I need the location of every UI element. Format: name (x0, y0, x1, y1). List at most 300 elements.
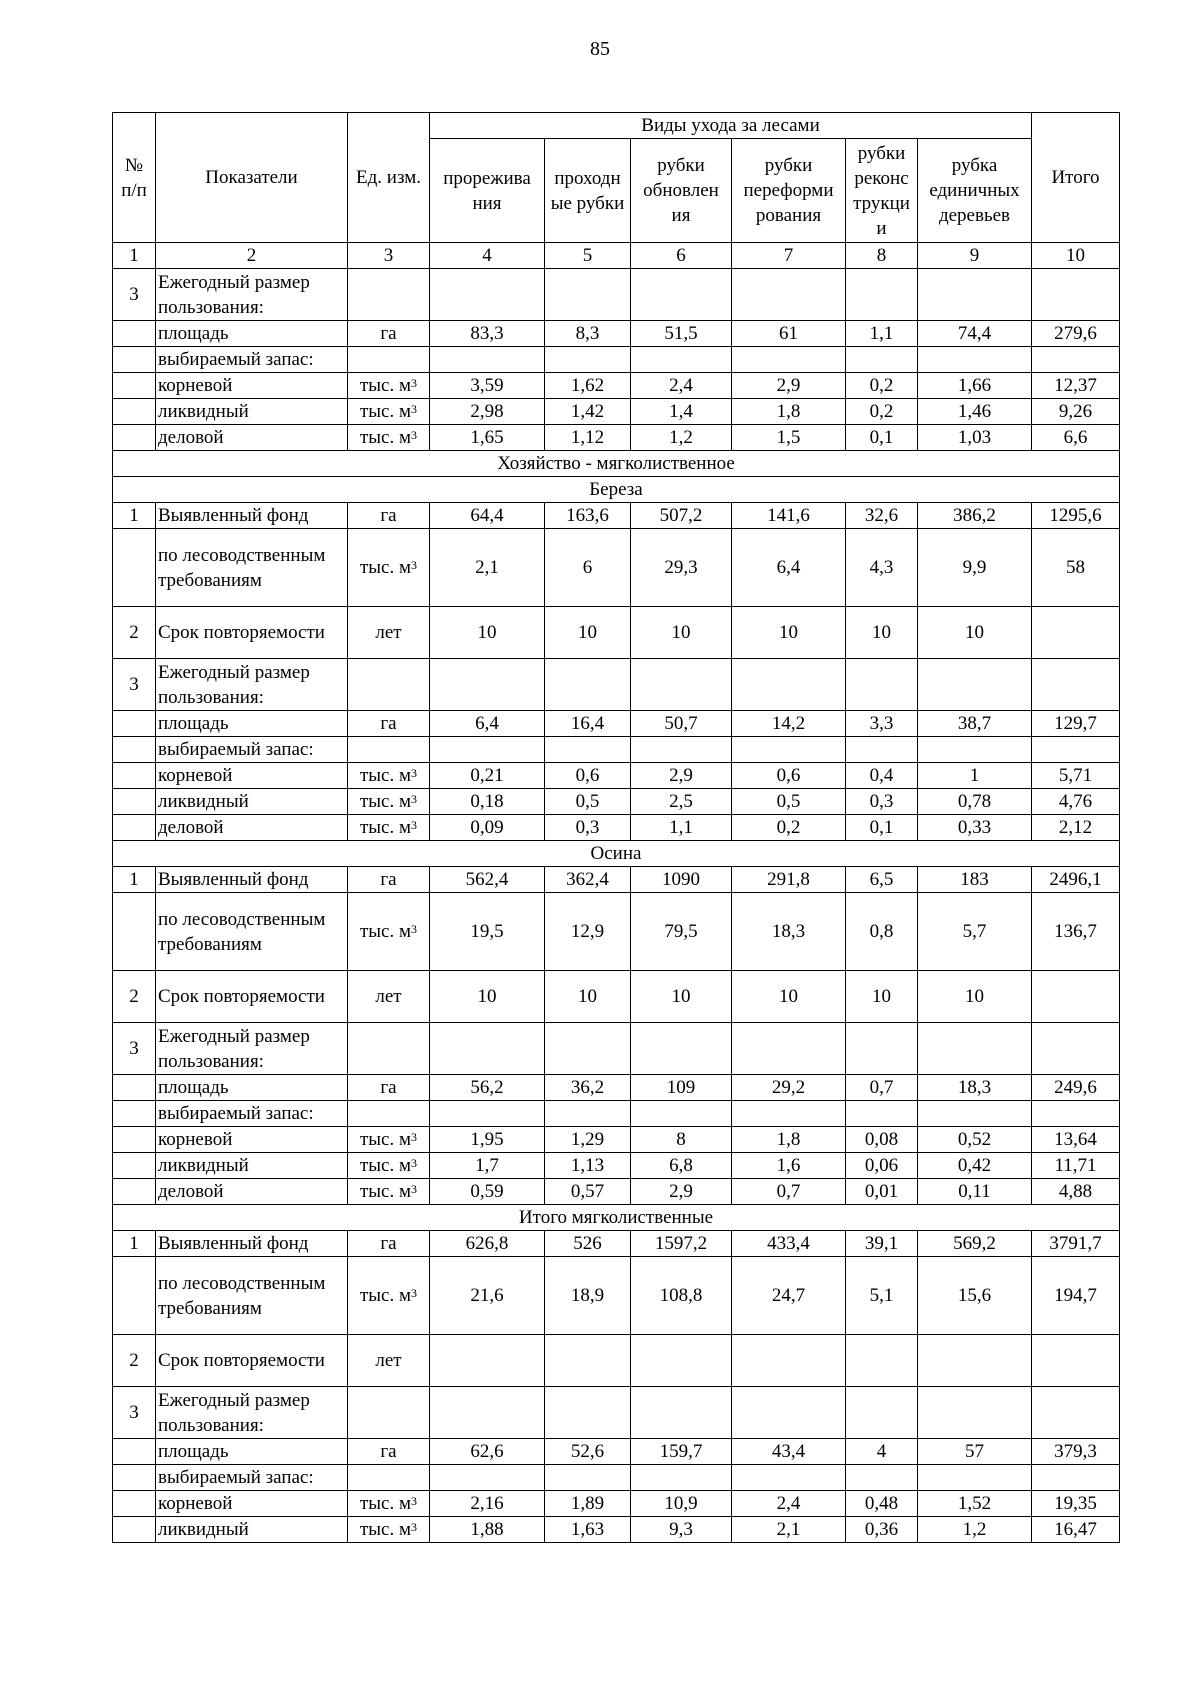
unit-superscript: 3 (411, 376, 418, 390)
value-cell: 2,9 (732, 373, 846, 399)
unit-superscript: 3 (411, 922, 418, 936)
unit-text: тыс. м (359, 557, 412, 578)
unit-superscript: 3 (411, 766, 418, 780)
value-cell (545, 1023, 631, 1075)
value-cell (846, 347, 918, 373)
header-indicators: Показатели (156, 113, 348, 243)
value-cell: 562,4 (430, 867, 545, 893)
value-cell: 1,66 (918, 373, 1032, 399)
total-value (1032, 659, 1120, 711)
table-row (113, 1465, 1120, 1491)
value-cell: 2,9 (631, 1179, 732, 1205)
unit-text: тыс. м (359, 1129, 412, 1150)
value-cell: 29,2 (732, 1075, 846, 1101)
value-cell: 1,52 (918, 1491, 1032, 1517)
table-row (113, 1517, 1120, 1543)
value-cell: 0,5 (545, 789, 631, 815)
row-number (113, 1101, 156, 1127)
row-number: 2 (113, 971, 156, 1023)
value-cell: 10 (631, 971, 732, 1023)
value-cell (631, 1335, 732, 1387)
value-cell (918, 1101, 1032, 1127)
table-row (113, 763, 1120, 789)
value-cell (732, 1335, 846, 1387)
value-cell: 50,7 (631, 711, 732, 737)
value-cell (430, 659, 545, 711)
section-row (113, 477, 1120, 503)
value-cell (846, 737, 918, 763)
total-value: 4,76 (1032, 789, 1120, 815)
unit-cell (348, 529, 430, 607)
total-value: 9,26 (1032, 399, 1120, 425)
value-cell: 15,6 (918, 1257, 1032, 1335)
column-number: 7 (732, 243, 846, 269)
total-value: 279,6 (1032, 321, 1120, 347)
value-cell: 0,1 (846, 815, 918, 841)
unit-text: га (380, 505, 397, 526)
value-cell: 19,5 (430, 893, 545, 971)
table-row (113, 373, 1120, 399)
table-row (113, 893, 1120, 971)
value-cell: 10 (918, 607, 1032, 659)
total-value: 5,71 (1032, 763, 1120, 789)
indicator-name: Срок повторяемости (156, 1335, 348, 1387)
value-cell: 569,2 (918, 1231, 1032, 1257)
table-row (113, 1101, 1120, 1127)
unit-cell (348, 789, 430, 815)
row-number (113, 1127, 156, 1153)
value-cell (545, 737, 631, 763)
total-value: 194,7 (1032, 1257, 1120, 1335)
value-cell (430, 737, 545, 763)
table-row (113, 1023, 1120, 1075)
value-cell (846, 1465, 918, 1491)
table-row (113, 425, 1120, 451)
row-number (113, 1517, 156, 1543)
indicator-name: Срок повторяемости (156, 607, 348, 659)
value-cell: 183 (918, 867, 1032, 893)
value-cell: 362,4 (545, 867, 631, 893)
value-cell (631, 347, 732, 373)
value-cell (430, 1465, 545, 1491)
row-number (113, 1465, 156, 1491)
total-value (1032, 347, 1120, 373)
value-cell: 61 (732, 321, 846, 347)
table-row (113, 1387, 1120, 1439)
value-cell: 0,2 (846, 373, 918, 399)
table-row (113, 269, 1120, 321)
value-cell: 0,48 (846, 1491, 918, 1517)
column-number: 2 (156, 243, 348, 269)
value-cell: 39,1 (846, 1231, 918, 1257)
table-row (113, 399, 1120, 425)
row-number (113, 1179, 156, 1205)
value-cell (918, 347, 1032, 373)
unit-cell (348, 1153, 430, 1179)
total-value (1032, 607, 1120, 659)
value-cell: 2,5 (631, 789, 732, 815)
value-cell: 0,7 (846, 1075, 918, 1101)
unit-cell (348, 867, 430, 893)
value-cell (545, 1465, 631, 1491)
column-number: 10 (1032, 243, 1120, 269)
section-title: Хозяйство - мягколиственное (113, 451, 1120, 477)
value-cell: 62,6 (430, 1439, 545, 1465)
value-cell: 2,4 (631, 373, 732, 399)
value-cell (430, 1023, 545, 1075)
value-cell (631, 1023, 732, 1075)
unit-superscript: 3 (411, 1156, 418, 1170)
value-cell: 386,2 (918, 503, 1032, 529)
value-cell: 36,2 (545, 1075, 631, 1101)
value-cell: 9,9 (918, 529, 1032, 607)
value-cell: 0,52 (918, 1127, 1032, 1153)
indicator-name: площадь (156, 1439, 348, 1465)
total-value: 58 (1032, 529, 1120, 607)
header-group: Виды ухода за лесами (430, 113, 1032, 139)
unit-text: га (380, 323, 397, 344)
indicator-name: Ежегодный размер пользования: (156, 659, 348, 711)
total-value: 4,88 (1032, 1179, 1120, 1205)
row-number (113, 373, 156, 399)
value-cell: 1,65 (430, 425, 545, 451)
unit-text: лет (375, 622, 402, 643)
value-cell: 2,1 (430, 529, 545, 607)
indicator-name: по лесоводственным требованиям (156, 893, 348, 971)
row-number (113, 737, 156, 763)
header-col: проходн ые рубки (545, 139, 631, 243)
value-cell: 507,2 (631, 503, 732, 529)
value-cell (918, 1023, 1032, 1075)
value-cell: 10 (430, 971, 545, 1023)
value-cell: 10 (846, 607, 918, 659)
row-number: 1 (113, 867, 156, 893)
table-row (113, 711, 1120, 737)
table-row (113, 1075, 1120, 1101)
total-value (1032, 737, 1120, 763)
value-cell: 0,5 (732, 789, 846, 815)
table-row (113, 737, 1120, 763)
unit-cell (348, 711, 430, 737)
total-value (1032, 1387, 1120, 1439)
value-cell: 1,63 (545, 1517, 631, 1543)
value-cell: 10 (732, 607, 846, 659)
value-cell (732, 1101, 846, 1127)
table-row (113, 867, 1120, 893)
unit-cell (348, 1101, 430, 1127)
unit-superscript: 3 (411, 792, 418, 806)
value-cell: 1,88 (430, 1517, 545, 1543)
table-row (113, 321, 1120, 347)
value-cell: 626,8 (430, 1231, 545, 1257)
header-col: рубки обновлен ия (631, 139, 732, 243)
value-cell: 29,3 (631, 529, 732, 607)
value-cell: 0,42 (918, 1153, 1032, 1179)
value-cell: 18,9 (545, 1257, 631, 1335)
indicator-name: площадь (156, 1075, 348, 1101)
column-number: 9 (918, 243, 1032, 269)
value-cell (430, 1387, 545, 1439)
value-cell: 0,01 (846, 1179, 918, 1205)
value-cell: 1,8 (732, 1127, 846, 1153)
value-cell: 9,3 (631, 1517, 732, 1543)
total-value (1032, 1465, 1120, 1491)
value-cell: 6 (545, 529, 631, 607)
value-cell: 0,11 (918, 1179, 1032, 1205)
value-cell: 51,5 (631, 321, 732, 347)
value-cell: 0,2 (732, 815, 846, 841)
row-number (113, 763, 156, 789)
total-value: 6,6 (1032, 425, 1120, 451)
unit-cell (348, 347, 430, 373)
value-cell (430, 269, 545, 321)
row-number: 1 (113, 503, 156, 529)
unit-cell (348, 815, 430, 841)
value-cell: 0,57 (545, 1179, 631, 1205)
value-cell: 4,3 (846, 529, 918, 607)
value-cell: 24,7 (732, 1257, 846, 1335)
value-cell (430, 1335, 545, 1387)
table-row (113, 659, 1120, 711)
row-number: 3 (113, 659, 156, 711)
table-row (113, 815, 1120, 841)
value-cell: 10 (545, 971, 631, 1023)
value-cell (732, 269, 846, 321)
unit-superscript: 3 (411, 1130, 418, 1144)
total-value (1032, 1335, 1120, 1387)
header-col: рубка единичных деревьев (918, 139, 1032, 243)
value-cell: 83,3 (430, 321, 545, 347)
value-cell: 14,2 (732, 711, 846, 737)
value-cell: 433,4 (732, 1231, 846, 1257)
section-row (113, 1205, 1120, 1231)
value-cell: 1,29 (545, 1127, 631, 1153)
value-cell: 52,6 (545, 1439, 631, 1465)
indicator-name: корневой (156, 373, 348, 399)
unit-cell (348, 763, 430, 789)
table-row (113, 529, 1120, 607)
unit-text: тыс. м (359, 1493, 412, 1514)
value-cell: 3,3 (846, 711, 918, 737)
row-number (113, 711, 156, 737)
value-cell: 1597,2 (631, 1231, 732, 1257)
value-cell (918, 269, 1032, 321)
total-value: 249,6 (1032, 1075, 1120, 1101)
total-value (1032, 971, 1120, 1023)
row-number (113, 529, 156, 607)
table-row (113, 607, 1120, 659)
indicator-name: выбираемый запас: (156, 1101, 348, 1127)
value-cell: 141,6 (732, 503, 846, 529)
total-value (1032, 1023, 1120, 1075)
indicator-name: корневой (156, 1127, 348, 1153)
header-total: Итого (1032, 113, 1120, 243)
row-number (113, 1075, 156, 1101)
indicator-name: ликвидный (156, 399, 348, 425)
header-unit: Ед. изм. (348, 113, 430, 243)
value-cell: 3,59 (430, 373, 545, 399)
indicator-name: ликвидный (156, 1517, 348, 1543)
value-cell: 0,1 (846, 425, 918, 451)
value-cell: 1,46 (918, 399, 1032, 425)
value-cell: 0,36 (846, 1517, 918, 1543)
indicator-name: деловой (156, 815, 348, 841)
unit-text: тыс. м (359, 401, 412, 422)
value-cell: 79,5 (631, 893, 732, 971)
unit-cell (348, 1465, 430, 1491)
value-cell (545, 1387, 631, 1439)
unit-cell (348, 1439, 430, 1465)
value-cell: 43,4 (732, 1439, 846, 1465)
unit-cell (348, 399, 430, 425)
table-row (113, 1257, 1120, 1335)
unit-text: тыс. м (359, 427, 412, 448)
value-cell (918, 1465, 1032, 1491)
value-cell (732, 659, 846, 711)
row-number: 3 (113, 1387, 156, 1439)
indicator-name: Выявленный фонд (156, 867, 348, 893)
table-row (113, 1335, 1120, 1387)
table-body (113, 269, 1120, 1543)
row-number: 2 (113, 1335, 156, 1387)
table-row (113, 1439, 1120, 1465)
unit-text: лет (375, 986, 402, 1007)
value-cell (631, 737, 732, 763)
value-cell: 38,7 (918, 711, 1032, 737)
unit-text: тыс. м (359, 375, 412, 396)
value-cell: 1,95 (430, 1127, 545, 1153)
value-cell (732, 1023, 846, 1075)
value-cell (846, 269, 918, 321)
unit-cell (348, 1517, 430, 1543)
value-cell (545, 1101, 631, 1127)
indicator-name: Ежегодный размер пользования: (156, 269, 348, 321)
value-cell: 56,2 (430, 1075, 545, 1101)
indicator-name: ликвидный (156, 789, 348, 815)
indicator-name: выбираемый запас: (156, 737, 348, 763)
indicator-name: выбираемый запас: (156, 347, 348, 373)
forest-care-table (112, 112, 1120, 1543)
row-number (113, 1439, 156, 1465)
indicator-name: ликвидный (156, 1153, 348, 1179)
row-number (113, 1257, 156, 1335)
value-cell: 0,7 (732, 1179, 846, 1205)
value-cell: 109 (631, 1075, 732, 1101)
value-cell: 1,42 (545, 399, 631, 425)
unit-text: тыс. м (359, 765, 412, 786)
value-cell: 0,6 (545, 763, 631, 789)
unit-cell (348, 1231, 430, 1257)
value-cell: 2,98 (430, 399, 545, 425)
row-number (113, 789, 156, 815)
value-cell (545, 659, 631, 711)
value-cell: 108,8 (631, 1257, 732, 1335)
section-row (113, 841, 1120, 867)
unit-text: га (380, 1077, 397, 1098)
unit-cell (348, 971, 430, 1023)
unit-superscript: 3 (411, 818, 418, 832)
value-cell: 291,8 (732, 867, 846, 893)
value-cell (631, 1387, 732, 1439)
value-cell: 1 (918, 763, 1032, 789)
value-cell (732, 1465, 846, 1491)
unit-superscript: 3 (411, 1286, 418, 1300)
column-number: 5 (545, 243, 631, 269)
value-cell (846, 1335, 918, 1387)
value-cell: 159,7 (631, 1439, 732, 1465)
value-cell: 526 (545, 1231, 631, 1257)
total-value: 11,71 (1032, 1153, 1120, 1179)
value-cell (918, 659, 1032, 711)
value-cell: 6,5 (846, 867, 918, 893)
section-title: Итого мягколиственные (113, 1205, 1120, 1231)
header-num: № п/п (113, 113, 156, 243)
value-cell: 1,5 (732, 425, 846, 451)
unit-cell (348, 1075, 430, 1101)
value-cell: 1,12 (545, 425, 631, 451)
value-cell: 5,7 (918, 893, 1032, 971)
table-row (113, 1231, 1120, 1257)
table-header (113, 113, 1120, 269)
unit-text: тыс. м (359, 791, 412, 812)
value-cell: 8,3 (545, 321, 631, 347)
column-number: 1 (113, 243, 156, 269)
value-cell: 1,1 (846, 321, 918, 347)
unit-cell (348, 425, 430, 451)
unit-cell (348, 1179, 430, 1205)
indicator-name: Срок повторяемости (156, 971, 348, 1023)
total-value: 12,37 (1032, 373, 1120, 399)
value-cell (732, 347, 846, 373)
value-cell: 64,4 (430, 503, 545, 529)
value-cell: 6,4 (732, 529, 846, 607)
unit-text: га (380, 713, 397, 734)
value-cell (846, 1023, 918, 1075)
value-cell: 32,6 (846, 503, 918, 529)
row-number: 1 (113, 1231, 156, 1257)
unit-cell (348, 737, 430, 763)
row-number: 3 (113, 1023, 156, 1075)
column-number: 4 (430, 243, 545, 269)
unit-superscript: 3 (411, 558, 418, 572)
total-value: 3791,7 (1032, 1231, 1120, 1257)
value-cell (918, 737, 1032, 763)
value-cell: 10 (732, 971, 846, 1023)
unit-superscript: 3 (411, 428, 418, 442)
table-row (113, 971, 1120, 1023)
value-cell: 0,3 (846, 789, 918, 815)
row-number (113, 321, 156, 347)
row-number (113, 399, 156, 425)
unit-cell (348, 893, 430, 971)
value-cell: 0,09 (430, 815, 545, 841)
value-cell: 0,33 (918, 815, 1032, 841)
table-row (113, 1179, 1120, 1205)
value-cell: 1,89 (545, 1491, 631, 1517)
value-cell (846, 1387, 918, 1439)
unit-text: тыс. м (359, 817, 412, 838)
unit-text: га (380, 869, 397, 890)
indicator-name: выбираемый запас: (156, 1465, 348, 1491)
value-cell (631, 1101, 732, 1127)
value-cell: 10 (918, 971, 1032, 1023)
table-row (113, 789, 1120, 815)
indicator-name: корневой (156, 1491, 348, 1517)
row-number: 3 (113, 269, 156, 321)
header-col: прорежива ния (430, 139, 545, 243)
unit-cell (348, 659, 430, 711)
value-cell: 1,2 (918, 1517, 1032, 1543)
